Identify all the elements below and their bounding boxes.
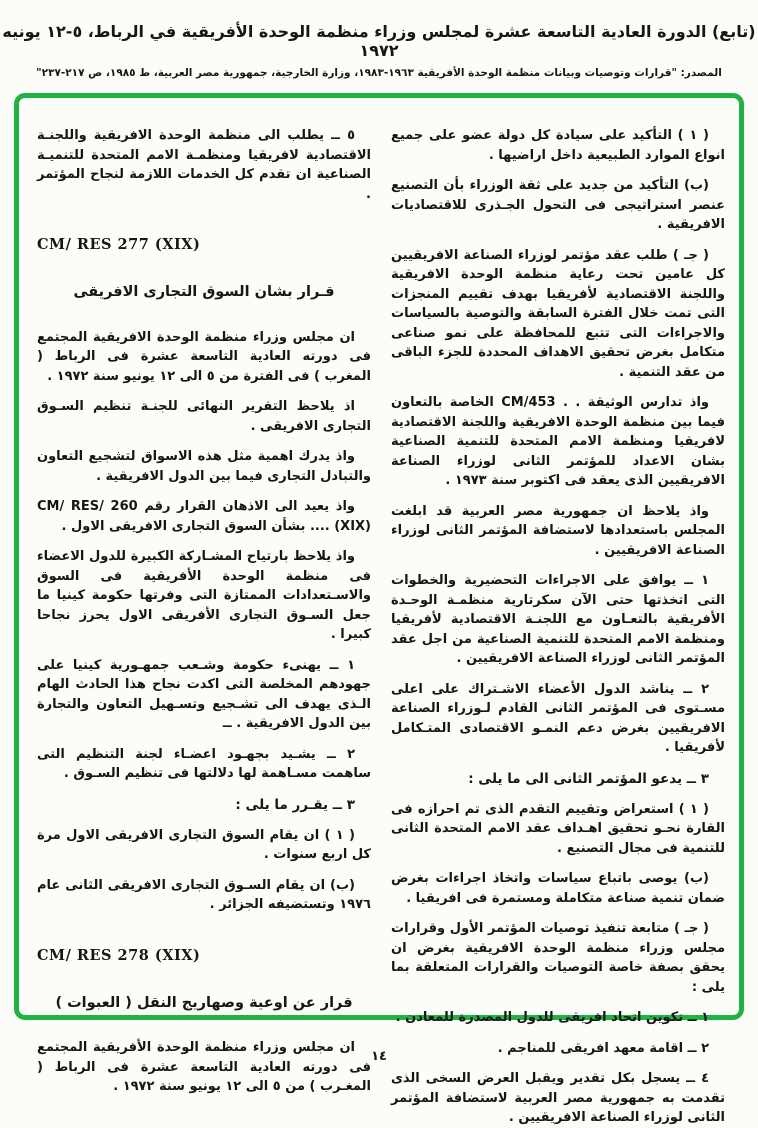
paragraph: ١ ــ يهنىء حكومة وشـعب جمهـورية كينيا على جهودهم المخلصة التى اكدت نجاح هذا الحادث الهام الـذى يهدف الى تشـجيع وتسـهيل التعاون والتجارة بين الدول الافريقية . ــ: [37, 657, 371, 731]
paragraph: ان مجلس وزراء منظمة الوحدة الافريقية المجتمع فى دورته العادية التاسعة عشرة فى الرباط ( المغرب ) فى الفترة من ٥ الى ١٢ يونيو سنة ١٩٧٢ .: [37, 329, 371, 384]
paragraph: ( جـ ) متابعة تنفيذ توصيات المؤتمر الأول وقرارات مجلس وزراء منظمة الوحدة الافريقية بغرض ان يحقق بصفة خاصة التوصيات والقرارات المتعلقة بما يلى :: [391, 921, 725, 995]
paragraph: (ب) يوصى باتباع سياسات واتخاذ اجراءات بغرض ضمان تنمية صناعة متكاملة ومستمرة فى افريقيا .: [391, 871, 725, 906]
paragraph: ٥ ــ يطلب الى منظمة الوحدة الافريقية واللجنـة الاقتصادية لافريقيا ومنظمـة الامم المتحدة للتنميـة الصناعية ان تقدم كل الخدمات اللازمة لنجاح المؤتمر .: [37, 128, 371, 202]
paragraph: واذ يلاحظ بارتياح المشـاركة الكبيرة للدول الاعضاء فى منظمة الوحدة الأفريقية فى السوق والاسـتعدادات الممتازة التى وفرتها حكومة كينيا ما جعل السـوق التجارى الأفريقى الاول يحرز نجاحا كبيرا .: [37, 549, 371, 642]
list-item: ١ ــ تكوين اتحاد افريقى للدول المصدرة للمعادن .: [395, 1010, 709, 1026]
page-header: [0, 0, 758, 79]
column-left: [37, 126, 371, 1095]
paragraph: واذ يلاحظ ان جمهورية مصر العربية قد ابلغت المجلس باستعدادها لاستضافة المؤتمر الثانى لوزراء الصناعة الافريقيين .: [391, 503, 725, 558]
paragraph: ( ١ ) استعراض وتقييم التقدم الذى تم احرازه فى القارة نحـو تحقيق اهـداف عقد الامم المتحدة الثانى للتنمية فى مجال التصنيع .: [391, 801, 725, 856]
list-item: ٢ ــ اقامة معهد افريقى للمناجم .: [497, 1040, 709, 1056]
paragraph: واذ يعيد الى الاذهان القرار رقم CM/ RES/ 260 (XIX) .... بشأن السوق التجارى الافريقى الاول .: [37, 499, 371, 534]
page-number: ١٤: [371, 1049, 387, 1064]
resolution-code: CM/ RES 278 (XIX): [37, 946, 201, 964]
paragraph: ٢ ــ يناشد الدول الأعضاء الاشـتراك على اعلى مسـتوى فى المؤتمر الثانى القادم لـوزراء الصناعة الافريقيين بغرض دعم النمـو الاقتصادى المتـكامل لأفريقيا .: [391, 681, 725, 755]
paragraph: ( ١ ) ان يقام السوق التجارى الافريقى الاول مرة كل اربع سنوات .: [37, 827, 371, 863]
clause-heading: ٣ ــ يدعو المؤتمر الثانى الى ما يلى :: [468, 770, 709, 787]
column-right: [391, 126, 725, 1126]
paragraph: ان مجلس وزراء منظمة الوحدة الأفريقية المجتمع فى دورته العادية التاسعة عشرة فى الرباط ( المغـرب ) من ٥ الى ١٢ يونيو سنة ١٩٧٢ .: [37, 1040, 371, 1095]
paragraph: (ب) التأكيد من جديد على ثقة الوزراء بأن التصنيع عنصر استراتيجى فى التحول الجـذرى للاقتصاديات الافريقية .: [391, 178, 725, 232]
paragraph: واذ يدرك اهمية مثل هذه الاسواق لتشجيع التعاون والتبادل التجارى فيما بين الدول الافريقية .: [37, 449, 371, 484]
paragraph: اذ يلاحظ التقرير النهائى للجنـة تنظيم السـوق التجارى الافريقى .: [37, 399, 371, 434]
resolution-code: CM/ RES 277 (XIX): [37, 236, 201, 253]
paragraph: ( ١ ) التأكيد على سيادة كل دولة عضو على جميع انواع الموارد الطبيعية داخل اراضيها .: [391, 128, 725, 163]
paragraph: واذ تدارس الوثيقة . . CM/453 الخاصة بالتعاون فيما بين منظمة الوحدة الافريقية واللجنة الاقتصادية لافريقيا ومنظمة الامم المتحدة للتنمية الصناعية بشان الاعداد للمؤتمر الثانى لوزراء الصناعة الافريقيين الذى يعقد فى اكتوبر سنة ١٩٧٣ .: [391, 395, 725, 488]
resolution-title: قرار عن اوعية وصهاريج النقل ( العبوات ): [55, 994, 353, 1011]
paragraph: ٤ ــ يسجل بكل تقدير ويقبل العرض السخى الذى تقدمت به جمهورية مصر العربية لاستضافة المؤتمر الثانى لوزراء الصناعة الافريقيين .: [391, 1071, 725, 1126]
paragraph: ( جـ ) طلب عقد مؤتمر لوزراء الصناعة الافريقيين كل عامين تحت رعاية منظمة الوحدة الافريقية واللجنة الاقتصادية لأفريقيا بهدف تقييم المنجزات التى تمت خلال الفترة السابقة والتوصية بالسياسات والاجراءات التى تتبع للمحافظة على نمو صناعى متكامل بغرض تحقيق الاهداف المحددة للجزء الباقى من عقد التنمية .: [391, 247, 725, 380]
clause-heading: ٣ ــ يقـرر ما يلى :: [235, 796, 355, 813]
header-title: (تابع) الدورة العادية التاسعة عشرة لمجلس وزراء منظمة الوحدة الأفريقية في الرباط، ٥-١٢ يونيه ١٩٧٢: [2, 22, 756, 60]
paragraph: ١ ــ يوافق على الاجراءات التحضيرية والخطوات التى اتخذتها حتى الآن سكرتارية منظمـة الوحـدة الأفريقية بالتعـاون مع اللجنـة الاقتصادية لأفريقيا ومنظمة الامم المتحدة للتنمية الصناعية من اجل عقد المؤتمر الثانى لوزراء الصناعة الافريقيين .: [391, 573, 725, 666]
paragraph: (ب) ان يقام السـوق التجارى الافريقى الثانى عام ١٩٧٦ وتستضيفه الجزائر .: [37, 877, 371, 913]
paragraph: ٢ ــ يشـيد بجهـود اعضـاء لجنة التنظيم التى ساهمت مسـاهمة لها دلالتها فى تنظيم السـوق .: [37, 746, 371, 781]
header-source: المصدر: "قرارات وتوصيات وبيانات منظمة الوحدة الأفريقية ١٩٦٣-١٩٨٣، وزارة الخارجية، جمهورية مصر العربية، ط ١٩٨٥، ص ٢١٧-٢٣٧": [36, 67, 722, 79]
resolution-title: قـرار بشان السوق التجارى الافريقى: [73, 283, 335, 300]
